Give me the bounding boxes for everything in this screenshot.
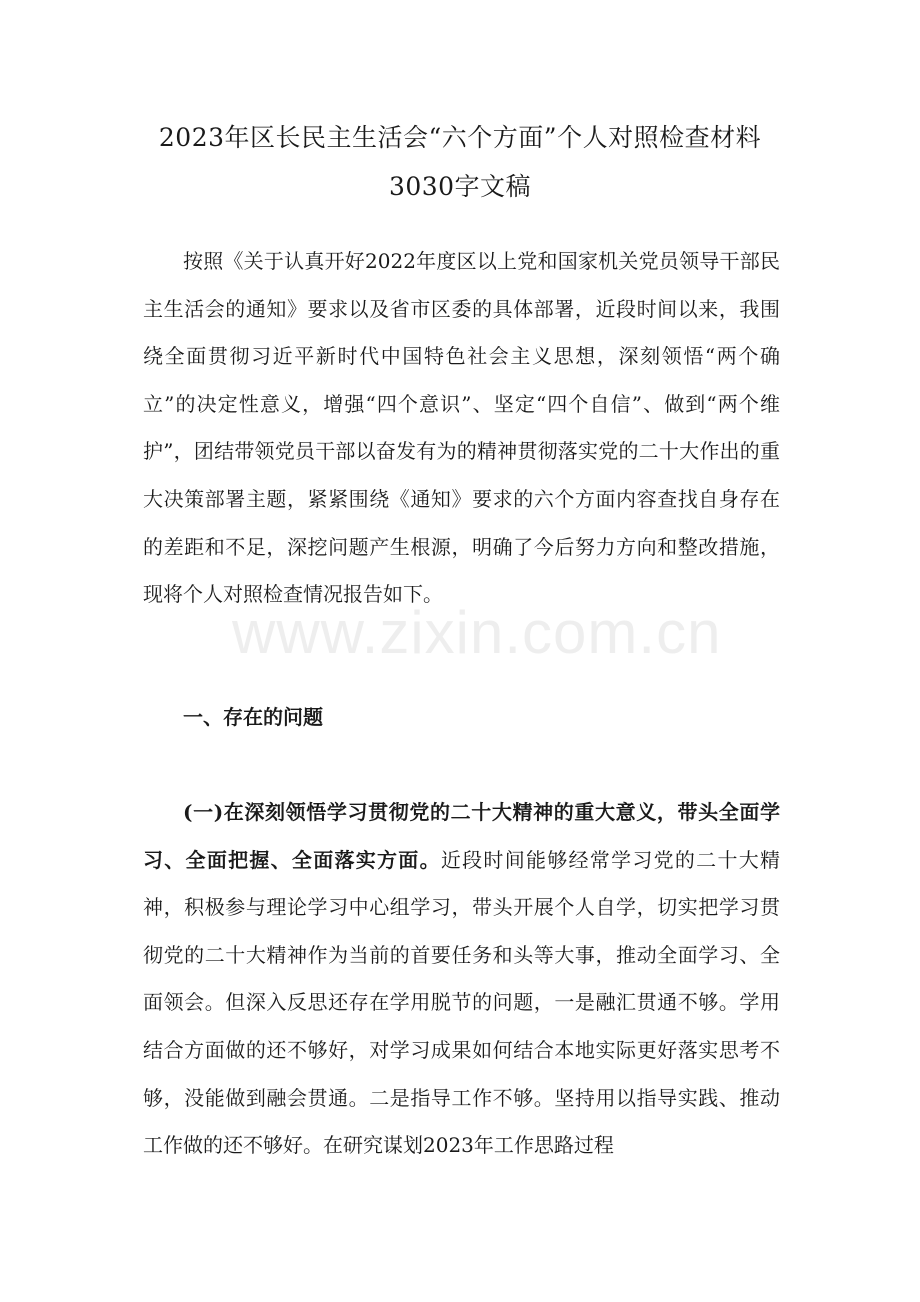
subsection-heading: (一)在深刻领悟学习贯彻党的二十大精神的重大意义，带头全面学习、全面把握、全面落实方面。 [143,800,780,872]
watermark: www.zixin.com.cn [232,599,722,666]
section-heading: 一、存在的问题 [183,705,323,729]
subsection-body: 近段时间能够经常学习党的二十大精神，积极参与理论学习中心组学习，带头开展个人自学，切实把学习贯彻党的二十大精神作为当前的首要任务和头等大事，推动全面学习、全面领会。但深入反思还存在学用脱节的问题，一是融汇贯通不够。学用结合方面做的还不够好，对学习成果如何结合本地实际更好落实思考不够，没能做到融会贯通。二是指导工作不够。坚持用以指导实践、推动工作做的还不够好。在研究谋划2023年工作思路过程 [143,847,781,1158]
subsection-paragraph [143,789,780,1179]
intro-paragraph: 按照《关于认真开好2022年度区以上党和国家机关党员领导干部民主生活会的通知》要求以及省市区委的具体部署，近段时间以来，我围绕全面贯彻习近平新时代中国特色社会主义思想，深刻领悟“两个确立”的决定性意义，增强“四个意识”、坚定“四个自信”、做到“两个维护”，团结带领党员干部以奋发有为的精神贯彻落实党的二十大作出的重大决策部署主题，紧紧围绕《通知》要求的六个方面内容查找自身存在的差距和不足，深挖问题产生根源，明确了今后努力方向和整改措施，现将个人对照检查情况报告如下。 [143,249,780,607]
document-title: 2023年区长民主生活会“六个方面”个人对照检查材料3030字文稿 [158,123,762,201]
